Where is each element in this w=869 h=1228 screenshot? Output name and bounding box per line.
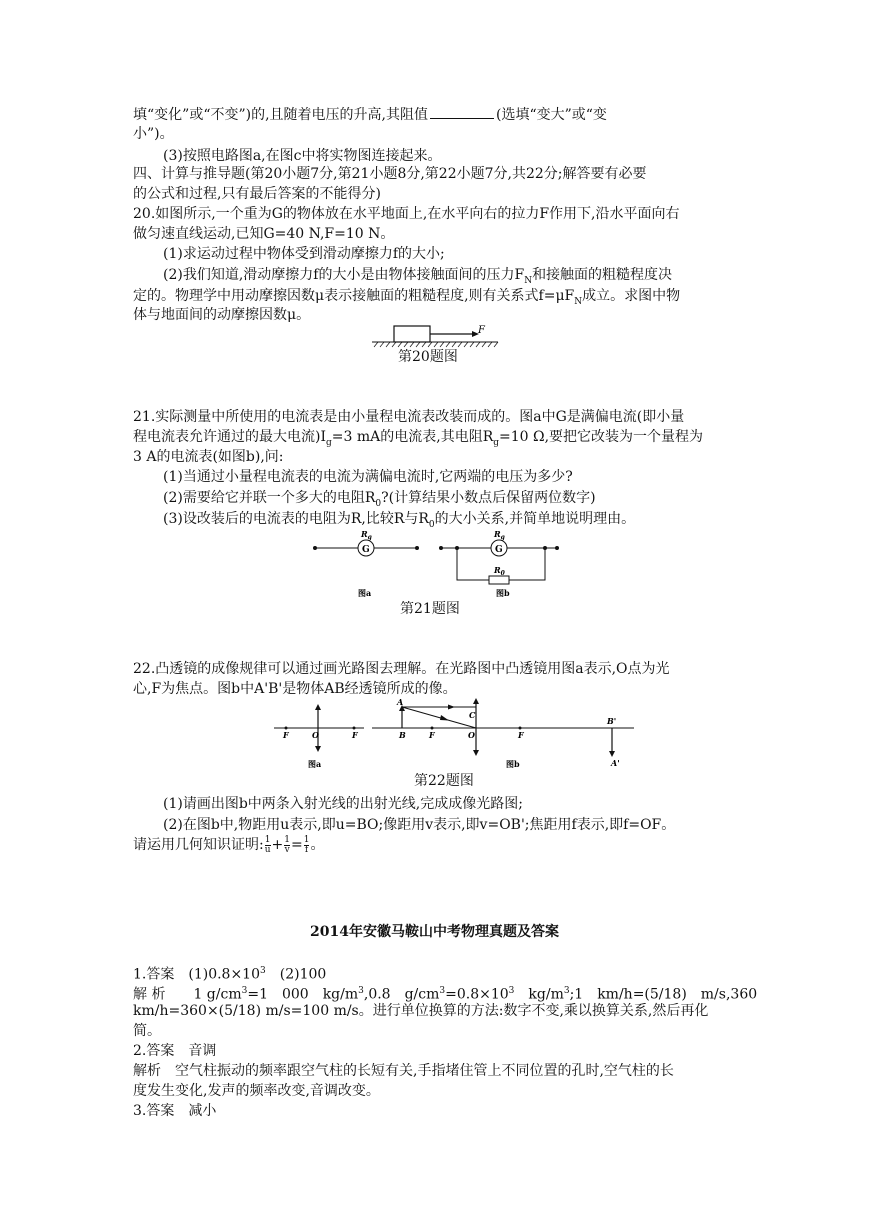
answer-section-title: 2014年安徽马鞍山中考物理真题及答案	[310, 924, 559, 940]
ground-hatching	[374, 342, 498, 347]
text-line: 3 A的电流表(如图b),问:	[133, 449, 284, 465]
lens-diagram-b	[372, 697, 634, 769]
text-span: 1.答案 (1)0.8×10	[133, 966, 260, 983]
text-line	[133, 104, 607, 125]
answer-2-analysis: 解析 空气柱振动的频率跟空气柱的长短有关,手指堵住管上不同位置的孔时,空气柱的长	[133, 1063, 674, 1079]
point-c-label: C	[469, 710, 476, 720]
subscript: g	[326, 437, 332, 448]
figure-22-caption: 第22题图	[414, 773, 474, 789]
text-line: (1)当通过小量程电流表的电流为满偏电流时,它两端的电压为多少?	[163, 469, 573, 485]
resistor-r0	[489, 576, 509, 584]
figure-21-caption: 第21题图	[400, 601, 460, 617]
point-a-prime-label: A'	[611, 758, 620, 768]
text-line: 心,F为焦点。图b中A'B'是物体AB经透镜所成的像。	[133, 681, 457, 697]
arrow-head-icon	[315, 746, 321, 752]
arrow-head-icon	[473, 750, 479, 756]
text-line: 度发生变化,发声的频率改变,音调改变。	[133, 1083, 380, 1099]
answer-3: 3.答案 减小	[133, 1103, 217, 1119]
figure-label-b: 图b	[506, 759, 520, 769]
text-line	[133, 835, 324, 855]
ray-center	[402, 707, 476, 728]
text-span: (2)我们知道,滑动摩擦力f的大小是由物体接触面间的压力F	[163, 267, 525, 283]
point-a-label: A	[397, 697, 404, 707]
section-heading: 四、计算与推导题(第20小题7分,第21小题8分,第22小题7分,共22分;解答要有必要	[133, 166, 647, 182]
figure-21-diagram	[305, 526, 565, 602]
figure-label-a: 图a	[358, 588, 372, 598]
optical-center-label: O	[468, 730, 475, 740]
focus-label: F	[518, 730, 524, 740]
text-line: 简。	[133, 1023, 161, 1039]
text-span: 和接触面的粗糙程度决	[532, 267, 673, 283]
text-line: km/h=360×(5/18) m/s=100 m/s。进行单位换算的方法:数字不变,乘以换算关系,然后再化	[133, 1003, 709, 1019]
text-span: =3 mA的电流表,其电阻R	[331, 429, 494, 445]
galvanometer-label: G	[495, 545, 503, 555]
focus-label: F	[429, 730, 435, 740]
figure-label-b: 图b	[496, 588, 510, 598]
rg-label: $R_g$	[361, 529, 372, 541]
text-span: 程电流表允许通过的最大电流)I	[133, 429, 326, 445]
focus-label: F	[283, 730, 289, 740]
arrow-head-icon	[440, 715, 449, 721]
superscript: 3	[260, 966, 266, 976]
focus-label: F	[352, 730, 358, 740]
subscript: 0	[428, 519, 435, 530]
force-label: F	[478, 325, 485, 336]
arrow-head-icon	[609, 751, 615, 757]
question-22-text: 22.凸透镜的成像规律可以通过画光路图去理解。在光路图中凸透镜用图a表示,O点为光	[133, 661, 670, 677]
text-line: 小”)。	[133, 126, 174, 142]
text-span: (2)需要给它并联一个多大的电阻R	[163, 490, 376, 506]
figure-label-a: 图a	[308, 759, 322, 769]
figure-22-diagram	[268, 696, 638, 772]
subscript: 0	[375, 498, 382, 509]
question-20-text: 20.如图所示,一个重为G的物体放在水平地面上,在水平向右的拉力F作用下,沿水平面向右	[133, 206, 680, 222]
text-span: 的大小关系,并简单地说明理由。	[434, 511, 636, 527]
arrow-head-icon	[448, 705, 455, 710]
answer-2: 2.答案 音调	[133, 1043, 217, 1059]
text-span: 成立。求图中物	[582, 288, 681, 304]
optical-center-label: O	[312, 730, 319, 740]
galvanometer-label: G	[362, 545, 370, 555]
text-line: (1)请画出图b中两条入射光线的出射光线,完成成像光路图;	[163, 796, 523, 812]
figure-20-caption: 第20题图	[398, 349, 458, 365]
subscript: N	[524, 275, 533, 286]
answer-blank	[430, 104, 494, 119]
text-span: (选填“变大”或“变	[496, 107, 607, 123]
arrow-head-icon	[315, 704, 321, 710]
text-span: 定的。物理学中用动摩擦因数μ表示接触面的粗糙程度,则有关系式f=μF	[133, 288, 575, 304]
text-line: (3)按照电路图a,在图c中将实物图连接起来。	[163, 148, 442, 164]
question-21-text: 21.实际测量中所使用的电流表是由小量程电流表改装而成的。图a中G是满偏电流(即小量	[133, 409, 685, 425]
lens-diagram-a	[274, 704, 364, 769]
lens-formula: $\frac{1}{u}$ + $\frac{1}{v}$ = $\frac{1}{f}$	[264, 834, 310, 855]
text-line: (2)在图b中,物距用u表示,即u=BO;像距用v表示,即v=OB';焦距用f表示,即f=OF。	[163, 817, 676, 833]
point-b-prime-label: B'	[607, 716, 617, 726]
answer-1-analysis: 解 析 1 $g/cm^3=1$ 000 $kg/m^3,0.8$ $g/cm^3=0.8\times 10^3$ $kg/m^3;1$ km/h=(5/18) m/s,360	[133, 986, 758, 1003]
text-line: 的公式和过程,只有最后答案的不能得分)	[133, 186, 381, 202]
arrow-head-icon	[473, 698, 479, 704]
point-b-label: B	[399, 730, 406, 740]
text-span: 。	[310, 837, 325, 853]
text-span: (2)100	[265, 966, 327, 983]
subscript: N	[574, 296, 583, 307]
text-line: (1)求运动过程中物体受到滑动摩擦力f的大小;	[163, 246, 445, 262]
text-span: 请运用几何知识证明:	[133, 837, 264, 853]
rg-label: $R_g$	[494, 529, 505, 541]
circuit-a	[313, 529, 419, 598]
text-line: 做匀速直线运动,已知G=40 N,F=10 N。	[133, 226, 395, 242]
subscript: g	[493, 437, 499, 448]
text-span: 填“变化”或“不变”)的,且随着电压的升高,其阻值	[133, 107, 428, 123]
text-span: ?(计算结果小数点后保留两位数字)	[381, 490, 596, 506]
r0-label: $R_0$	[494, 565, 505, 577]
text-span: (3)设改装后的电流表的电阻为R,比较R与R	[163, 511, 429, 527]
text-line: 体与地面间的动摩擦因数μ。	[133, 307, 311, 323]
circuit-b	[439, 529, 559, 598]
block-object	[394, 326, 430, 342]
text-span: =10 Ω,要把它改装为一个量程为	[499, 429, 704, 445]
